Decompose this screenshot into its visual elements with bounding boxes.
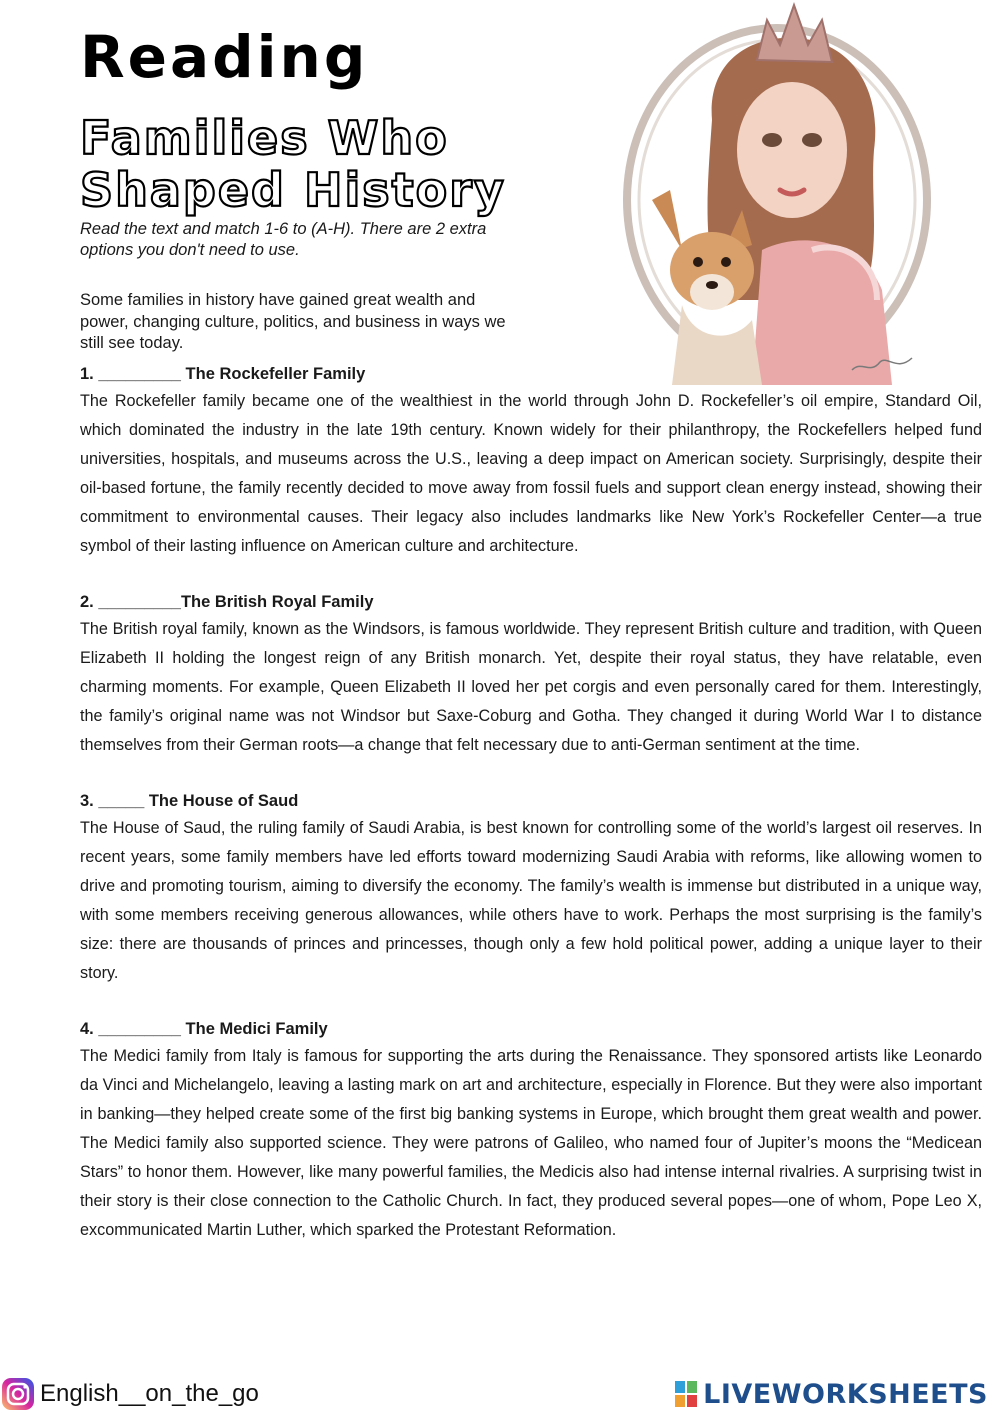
worksheet-title-line-2: Shaped History	[80, 163, 506, 217]
passage-3-number: 3.	[80, 792, 94, 810]
passage-2-heading	[80, 590, 982, 615]
passage-4-answer-blank[interactable]: _________	[98, 1020, 181, 1038]
instructions: Read the text and match 1-6 to (A-H). There are 2 extra options you don't need to use.	[80, 220, 487, 259]
passage-3-answer-blank[interactable]: _____	[98, 792, 145, 810]
passage-4-number: 4.	[80, 1020, 94, 1038]
passage-3-title: The House of Saud	[148, 792, 299, 810]
passage-3-heading	[80, 789, 982, 814]
passage-3	[80, 789, 982, 988]
passage-3-text: The House of Saud, the ruling family of Saudi Arabia, is best known for controlling some of the world’s largest oil reserves. In recent years, some family members have led efforts toward modernizing Saudi Arabia with reforms, like allowing women to drive and promoting tourism, aiming to diversify the economy. The family’s wealth is immense but distributed in a unique way, with some members receiving generous allowances, while others have to work. Perhaps the most surprising is the family’s size: there are thousands of princes and princesses, though only a few hold political power, adding a unique layer to their story.	[80, 819, 982, 982]
passage-2-answer-blank[interactable]: _________	[98, 593, 181, 611]
passage-2	[80, 590, 982, 760]
passage-2-title: The British Royal Family	[180, 593, 374, 611]
passage-2-text: The British royal family, known as the Windsors, is famous worldwide. They represent British culture and tradition, with Queen Elizabeth II holding the longest reign of any British monarch. Yet, despite their royal status, they have relatable, even charming moments. For example, Queen Elizabeth II loved her pet corgis and even personally cared for them. Interestingly, the family’s original name was not Windsor but Saxe-Coburg and Gotha. They changed it during World War I to distance themselves from their German roots—a change that felt necessary due to anti-German sentiment at the time.	[80, 620, 982, 754]
instagram-credit[interactable]	[0, 1374, 259, 1414]
liveworksheets-logo-icon	[675, 1381, 697, 1407]
passage-1-number: 1.	[80, 365, 94, 383]
instagram-icon	[0, 1376, 36, 1412]
passage-4	[80, 1017, 982, 1245]
passage-1-answer-blank[interactable]: _________	[98, 365, 181, 383]
liveworksheets-logo[interactable]	[675, 1374, 988, 1414]
passage-1	[80, 362, 982, 561]
intro-paragraph: Some families in history have gained great wealth and power, changing culture, politics, and business in ways we still see today.	[80, 291, 506, 352]
passage-4-heading	[80, 1017, 982, 1042]
instagram-handle: English__on_the_go	[40, 1380, 259, 1407]
liveworksheets-brand: LIVEWORKSHEETS	[703, 1378, 988, 1410]
passage-1-text: The Rockefeller family became one of the wealthiest in the world through John D. Rockefeller’s oil empire, Standard Oil, which dominated the industry in the late 19th century. Known widely for their philanthropy, the Rockefellers helped fund universities, hospitals, and museums across the U.S., leaving a deep impact on American society. Surprisingly, despite their oil-based fortune, the family recently decided to move away from fossil fuels and support clean energy instead, showing their commitment to environmental causes. Their legacy also includes landmarks like New York’s Rockefeller Center—a true symbol of their lasting influence on American culture and architecture.	[80, 392, 982, 555]
passage-2-number: 2.	[80, 593, 94, 611]
page-heading: Reading	[80, 23, 369, 91]
worksheet-title	[80, 112, 550, 216]
passage-4-text: The Medici family from Italy is famous for supporting the arts during the Renaissance. They sponsored artists like Leonardo da Vinci and Michelangelo, leaving a lasting mark on art and architecture, especially in Florence. But they were also important in banking—they helped create some of the first big banking systems in Europe, which brought them great wealth and power. The Medici family also supported science. They were patrons of Galileo, who named four of Jupiter’s moons the “Medicean Stars” to honor them. However, like many powerful families, the Medicis also had intense internal rivalries. A surprising twist in their story is their close connection to the Catholic Church. In fact, they produced several popes—one of whom, Pope Leo X, excommunicated Martin Luther, which sparked the Protestant Reformation.	[80, 1047, 982, 1239]
passage-4-title: The Medici Family	[185, 1020, 328, 1038]
passage-1-title: The Rockefeller Family	[185, 365, 366, 383]
princess-with-dog-illustration	[612, 0, 942, 385]
worksheet-title-line-1: Families Who	[80, 111, 449, 165]
reading-passages	[80, 362, 982, 1274]
passage-1-heading	[80, 362, 982, 387]
